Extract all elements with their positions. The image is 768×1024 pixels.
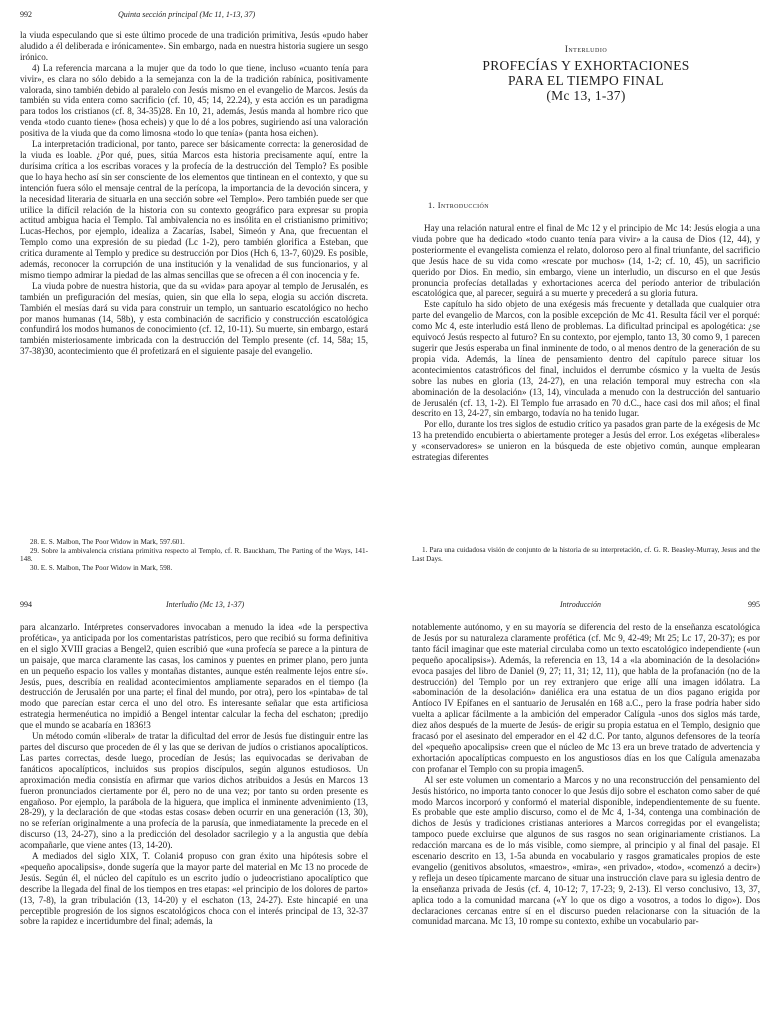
body-text: [412, 223, 760, 463]
paragraph: Hay una relación natural entre el final de Mc 12 y el principio de Mc 14: Jesús elogia a una viuda pobre que ha dedicado «todo cuanto tenía para vivir» a la causa de Dios (12, 44), y posteriormente el evangelista comienza el relato, doloroso pero al final triunfante, del sacrificio que Jesús hace de su vida como «rescate por muchos» (14, 1-2; cf. 10, 45), un sacrificio querido por Dios. En medio, sin embargo, viene un interludio, un discurso en el que Jesús pronuncia profecías detalladas y exhortaciones acerca del período anterior de tribulación escatológica que, al parecer, seguirá a su muerte y precederá a su gloria futura.: [412, 223, 760, 299]
paragraph: Un método común «liberal» de tratar la dificultad del error de Jesús fue distinguir entre las partes del discurso que proceden de él y las que se derivan de judíos o cristianos apocalípticos. Las partes correctas, desde luego, procedían de Jesús; las equivocadas se derivaban de fanáticos apocalípticos, incluidos sus propios discípulos, según algunos estudiosos. Un aproximación media consistía en afirmar que varios dichos atribuidos a Jesús en Marcos 13 fueron pronunciados ciertamente por él, pero no de una vez; por tanto su orden presente es engañoso. Por ejemplo, la parábola de la higuera, que implica el inminente advenimiento (13, 28-29), y la declaración de que «todas estas cosas» deben ocurrir en una generación (13, 30), no se referían originalmente a una profecía de la parusía, que inmediatamente la precede en el discurso (13, 24-27), sino a la predicción del desolador sacrilegio y a la angustia que debía acompañarle, que viene antes (13, 14-20).: [20, 731, 368, 851]
title-line: (Mc 13, 1-37): [546, 88, 626, 103]
body-text: [20, 622, 368, 927]
running-head: Interludio (Mc 13, 1-37): [166, 600, 245, 609]
page-number: 995: [748, 600, 760, 609]
title-line: PARA EL TIEMPO FINAL: [508, 73, 664, 88]
title-line: PROFECÍAS Y EXHORTACIONES: [482, 58, 690, 73]
paragraph: La interpretación tradicional, por tanto, parece ser básicamente correcta: la generosidad de la viuda es loable. ¿Por qué, pues, sitúa Marcos esta historia precisamente aquí, entre la durísima crítica a los escribas voraces y la profecía de la destrucción del Templo? Es posible que lo haya hecho así sin ser consciente de los elementos que tintinean en el contexto, y que su intención fuera sólo el mensaje central de la perícopa, la importancia de la devoción sincera, y la necesidad literaria de situarla en una sección sobre «el Templo». Pero también puede ser que utilice la difícil relación de la historia con su contexto geográfico para expresar su propia actitud ambigua hacia el Templo. Tal ambivalencia no es insólita en el cristianismo primitivo; Lucas-Hechos, por ejemplo, idealiza a Zacarías, Isabel, Simeón y Ana, que frecuentan el Templo como una expresión de su piedad (Lc 1-2), pero también glorifica a Esteban, que critica duramente al Templo y predice su destrucción por Dios (Hch 6, 13-7, 60)29. Es posible, además, reconocer la corrupción de una institución y la venalidad de sus funcionarios, y al mismo tiempo admirar la piedad de las almas sencillas que se ofrecen a él con inocencia y fe.: [20, 139, 368, 280]
paragraph: la viuda especulando que si este último procede de una tradición primitiva, Jesús «pudo haber aludido a él deliberada e irónicamente». Sin embargo, nada en nuestra historia sugiere un sesgo irónico.: [20, 30, 368, 62]
footnotes: [20, 538, 368, 572]
page-992: [20, 10, 368, 572]
page-995: [412, 598, 760, 1022]
paragraph: notablemente autónomo, y en su mayoría se diferencia del resto de la enseñanza escatológica de Jesús por su naturaleza claramente profética (cf. Mc 9, 42-49; Mt 25; Lc 17, 20-37); es por tanto fácil imaginar que este material circulaba como un texto escatológico independiente («un pequeño apocalipsis»). Además, la referencia en 13, 14 a «la abominación de la desolación» evoca pasajes del libro de Daniel (9, 27; 11, 31; 12, 11), que habla de la profanación (no de la destrucción) del Templo por un rey extranjero que erige allí una imagen idólatra. La «abominación de la desolación» daniélica era una estatua de un dios pagano erigida por Antíoco IV Epífanes en el santuario de Jerusalén en 168 a.C., pero la frase podría haber sido vuelta a aplicar fácilmente a la ambición del emperador Calígula -unos dos siglos más tarde, diez años después de la muerte de Jesús- de erigir su propia estatua en el Templo, designio que fracasó por el asesinato del emperador en el 42 d.C. Por tanto, algunos defensores de la teoría del «pequeño apocalipsis» creen que el núcleo de Mc 13 era un breve tratado de advertencia y exhortación apocalípticas compuesto en los angustiosos días en los que Calígula amenazaba con profanar el Templo con su propia imagen5.: [412, 622, 760, 774]
paragraph: La viuda pobre de nuestra historia, que da su «vida» para apoyar al templo de Jerusalén, es también un prefiguración del mesías, quien, sin que ella lo sepa, elogia su acción discreta. También el mesías dará su vida para construir un templo, un santuario escatológico no hecho por manos humanas (14, 58b), y esta combinación de sacrificio y construcción escatológica confundirá los modos humanos de conocimiento (cf. 12, 10-11). Su muerte, sin embargo, estará también misteriosamente imbricada con la destrucción del Templo presente (cf. 14, 58a; 15, 37-38)30, acontecimiento que él profetizará en el siguiente pasaje del evangelio.: [20, 280, 368, 357]
page-number: 994: [20, 600, 32, 609]
paragraph: Este capítulo ha sido objeto de una exégesis más frecuente y detallada que cualquier otra parte del evangelio de Marcos, con la posible excepción de Mc 41. Resulta fácil ver el porqué: como Mc 4, este interludio está lleno de problemas. La dificultad principal es apologética: ¿se equivocó Jesús respecto al futuro? En su contexto, por ejemplo, tanto 13, 30 como 9, 1 parecen sugerir que Jesús esperaba un final inminente de todo, o al menos dentro de la generación de su propia vida. Además, la línea de pensamiento dentro del capítulo parece situar los acontecimientos catastróficos del final, incluidos el derrumbe cósmico y la vuelta de Jesús sobre las nubes en gloria (13, 24-27), en una relación temporal muy estrecha con «la abominación de la desolación» (13, 14), vinculada a menudo con la destrucción del santuario de Jerusalén (cf. 13, 1-2). El Templo fue arrasado en 70 d.C., hace casi dos mil años; el final descrito en 13, 24-27, sin embargo, todavía no ha tenido lugar.: [412, 299, 760, 419]
paragraph: Al ser este volumen un comentario a Marcos y no una reconstrucción del pensamiento del Jesús histórico, no importa tanto conocer lo que Jesús dijo sobre el eschaton como saber de qué modo Marcos incorporó y conformó el material disponible, independientemente de su fuente. Es probable que este amplio discurso, como el de Mc 4, 1-34, contenga una combinación de dichos de Jesús y tradiciones cristianas anteriores a Marcos corregidas por el evangelista; tampoco puede excluirse que algunos de sus rasgos no sean originariamente cristianos. La redacción marcana es de lo más visible, como siempre, al principio y al final del pasaje. El escenario descrito en 13, 1-5a abunda en vocabulario y rasgos gramaticales propios de este evangelio (genitivos absolutos, «maestro», «mira», «en privado», «todo», «comenzó a decir») y refleja un deseo típicamente marcano de situar una instrucción clave para su iglesia dentro de la enseñanza privada de Jesús (cf. 4, 10-12; 7, 17-23; 9, 2-13). El verso conclusivo, 13, 37, aplica todo a la comunidad marcana («Y lo que os digo a vosotros, a todos lo digo»). Dos declaraciones cercanas entre sí en el discurso pueden relacionarse con la situación de la comunidad marcana. Mc 13, 10 rompe su contexto, exhibe un vocabulario par-: [412, 774, 760, 927]
body-text: [412, 622, 760, 927]
footnote: 29. Sobre la ambivalencia cristiana primitiva respecto al Templo, cf. R. Bauckham, The Parting of the Ways, 141-148.: [20, 546, 368, 564]
footnotes: [412, 546, 760, 563]
footnote: 28. E. S. Malbon, The Poor Widow in Mark, 597.601.: [30, 538, 185, 546]
chapter-kicker: Interludio: [564, 44, 608, 54]
page-interludio: [412, 10, 760, 566]
paragraph: 4) La referencia marcana a la mujer que da todo lo que tiene, incluso «cuanto tenía para vivir», es clara no sólo debido a la semejanza con la de la tradición rabínica, positivamente valorada, sino también debido al paralelo con Jesús mismo en el evangelio de Marcos. Jesús da también su vida entera como sacrificio (cf. 10, 45; 14, 22.24), y esta acción es un paradigma para todos los cristianos (cf. 8, 34-35)28. En 10, 21, además, Jesús manda al hombre rico que venda «todo cuanto tiene» (hosa echeis) y que lo dé a los pobres, sugiriendo así una valoración positiva de la viuda que da como limosna «todo lo que tenía» (panta hosa eichen).: [20, 62, 368, 139]
running-head: Quinta sección principal (Mc 11, 1-13, 37): [118, 10, 256, 19]
paragraph: A mediados del siglo XIX, T. Colani4 propuso con gran éxito una hipótesis sobre el «pequeño apocalipsis», donde sugería que la mayor parte del material en Mc 13 no procede de Jesús. Según él, el núcleo del capítulo es un escrito judío o judeocristiano apocalíptico que describe la llegada del final de los tiempos en tres etapas: «el principio de los dolores de parto» (13, 7-8), la gran tribulación (13, 14-20) y el eschaton (13, 24-27). Este hincapié en una perceptible progresión de los signos escatológicos choca con el interés principal de 13, 32-37 sobre la rapidez e incertidumbre del final; además, la: [20, 851, 368, 927]
paragraph: Por ello, durante los tres siglos de estudio crítico ya pasados gran parte de la exégesis de Mc 13 ha pretendido encubierta o abiertamente proteger a Jesús del error. Los exégetas «liberales» y «conservadores» se unieron en la búsqueda de este objetivo común, aunque emplearan estrategias diferentes: [412, 419, 760, 463]
chapter-title: [412, 58, 760, 103]
paragraph: para alcanzarlo. Intérpretes conservadores invocaban a menudo la idea «de la perspectiva profética», ya anticipada por los comentaristas patrísticos, pero que recibió su forma definitiva en el siglo XVIII gracias a Bengel2, quien escribió que «una profecía se parece a la pintura de un paisaje, que marca claramente las casas, los caminos y puentes en primer plano, pero junta en un pequeño espacio los valles y montañas distantes, aunque estén realmente lejos entre sí». Jesús, pues, describía en realidad acontecimientos ampliamente separados en el tiempo (la destrucción de Jerusalén por una parte; el final del mundo, por otra), pero los «pintaba» de tal modo que parecían estar cerca el uno del otro. Es interesante señalar que esta artificiosa estrategia hermenéutica no impidió a Bengel intentar calcular la fecha del eschaton; ¡predijo que el mundo se acabaría en 1836!3: [20, 622, 368, 731]
section-heading: 1. Introducción: [428, 200, 489, 210]
page-994: [20, 598, 368, 1022]
footnote: 30. E. S. Malbon, The Poor Widow in Mark, 598.: [30, 563, 173, 572]
page-number: 992: [20, 10, 32, 19]
running-head: Introducción: [560, 600, 602, 609]
body-text: [20, 30, 368, 357]
footnote: 1. Para una cuidadosa visión de conjunto de la historia de su interpretación, cf. G. R. Beasley-Murray, Jesus and the Last Days.: [412, 546, 760, 563]
